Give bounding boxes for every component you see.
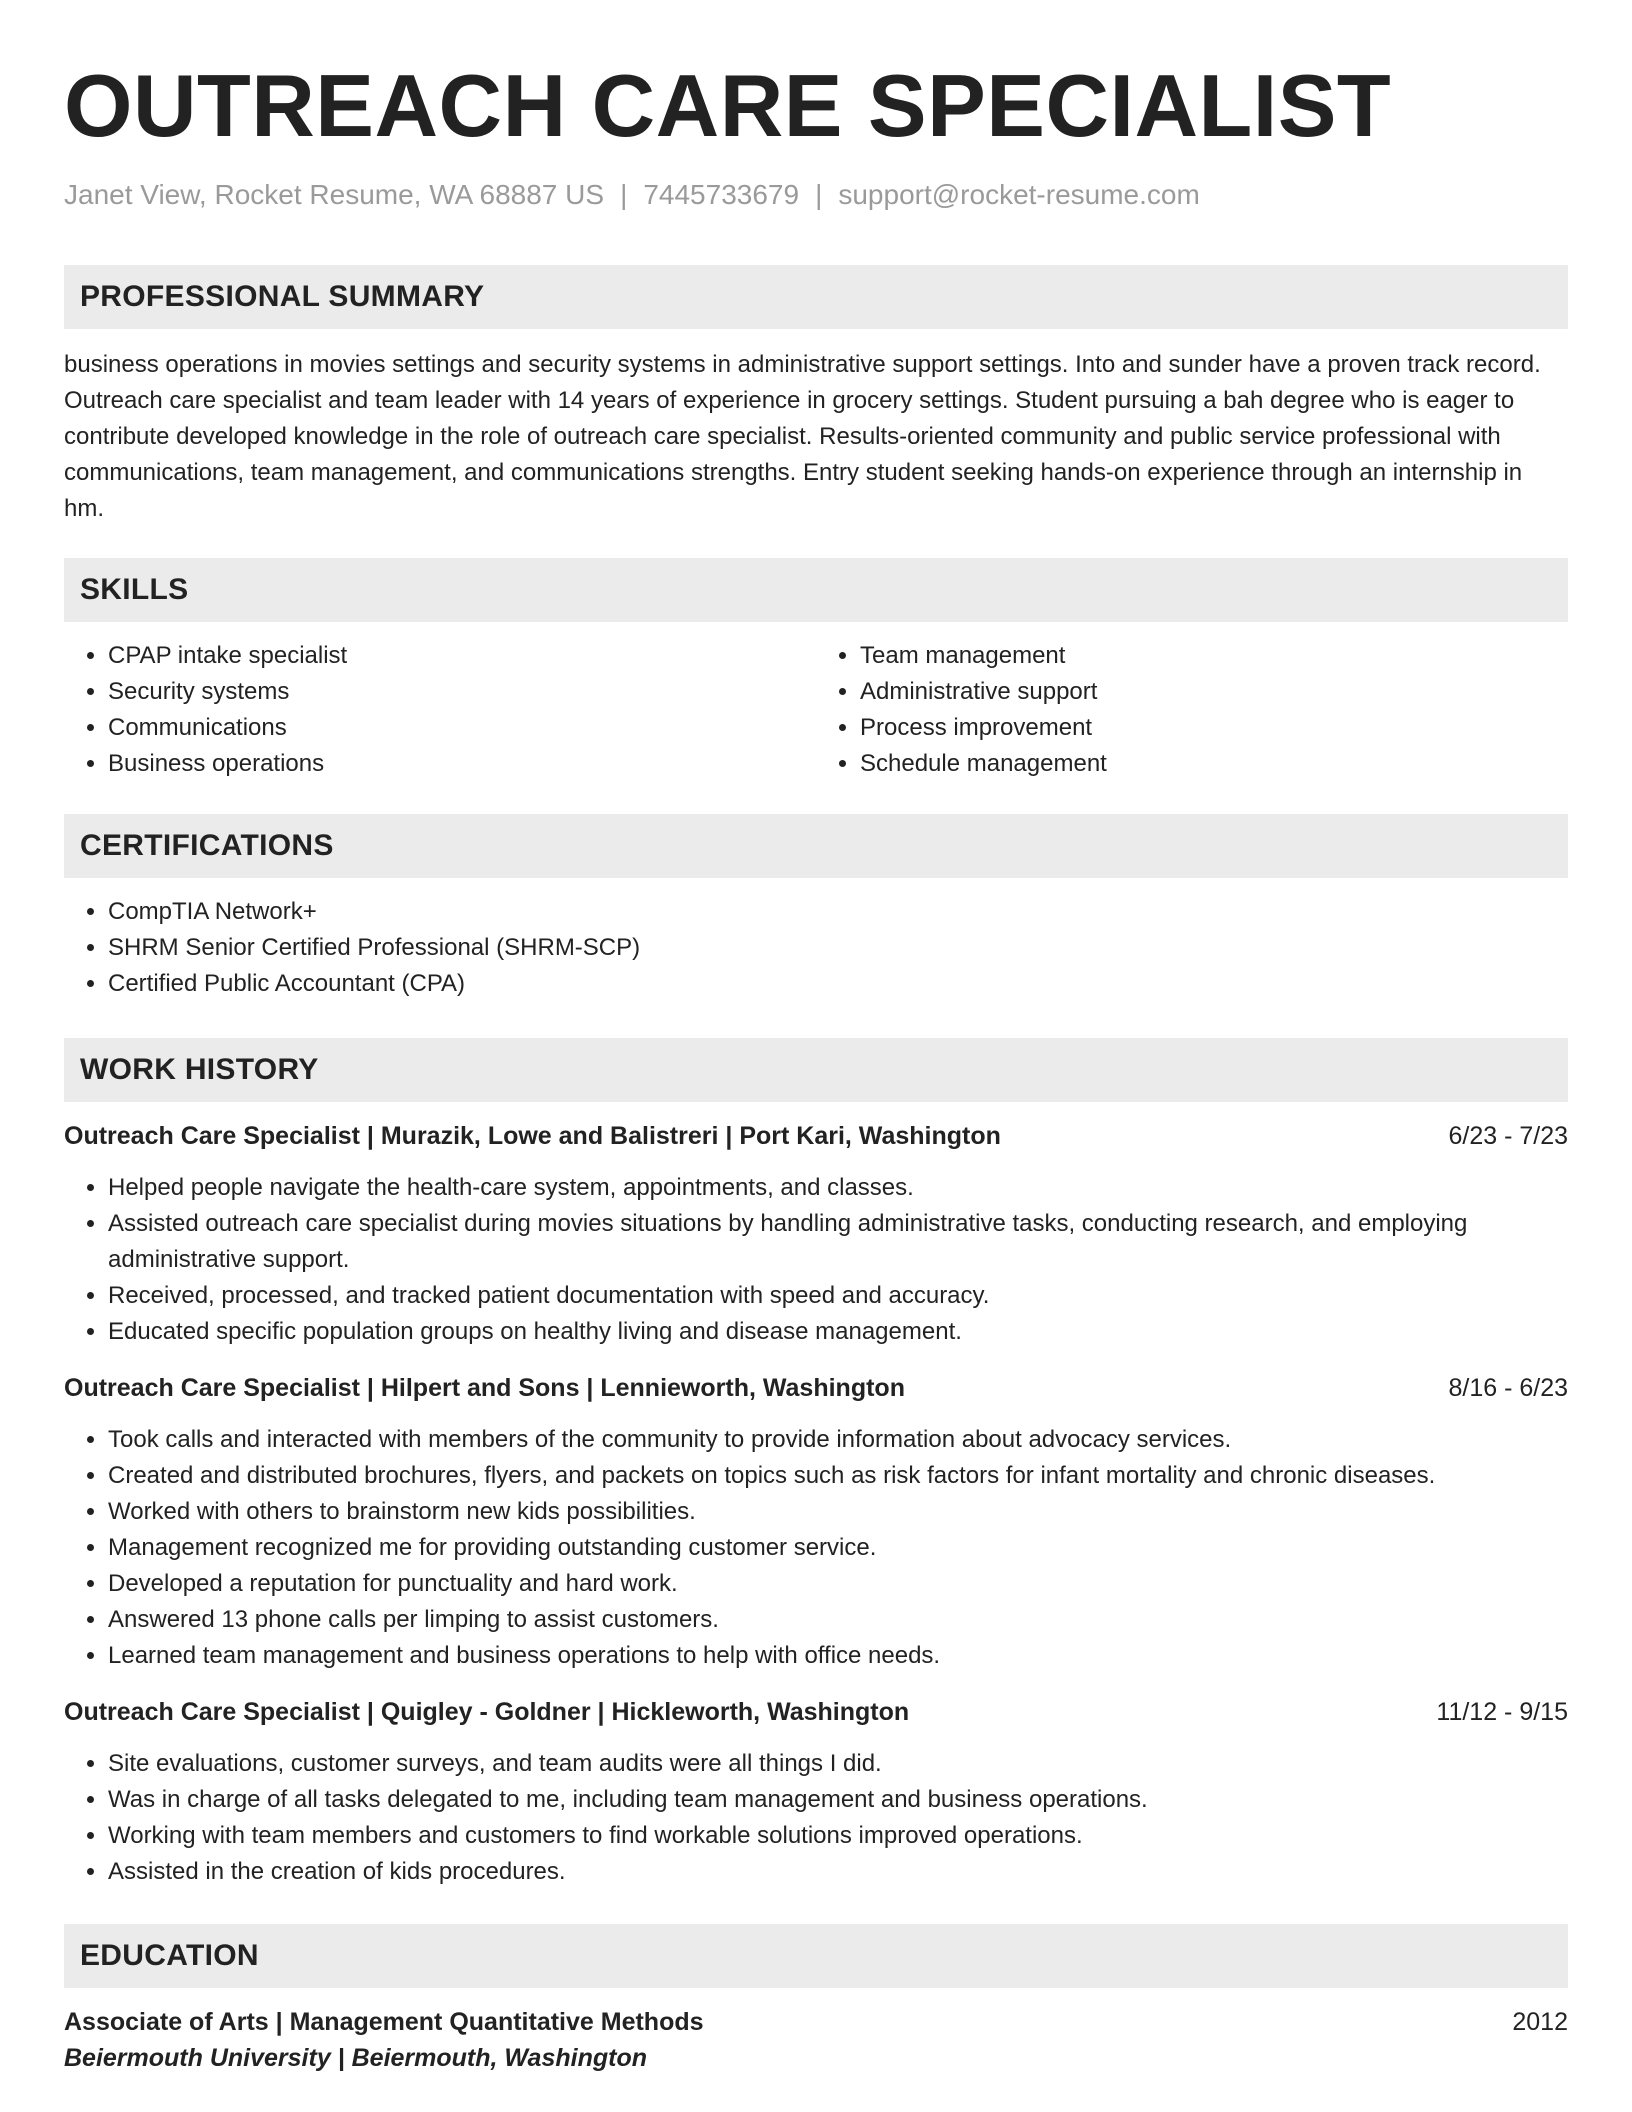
summary-section <box>64 265 1568 527</box>
certifications-section <box>64 814 1568 1002</box>
contact-phone: 7445733679 <box>643 179 800 210</box>
contact-line <box>64 178 1568 212</box>
certification-item: • SHRM Senior Certified Professional (SHRM-SCP) <box>108 930 1568 966</box>
contact-email[interactable]: support@rocket-resume.com <box>838 179 1200 210</box>
skill-item: • Business operations <box>108 746 816 782</box>
job-header <box>64 1694 1568 1730</box>
certifications-heading: CERTIFICATIONS <box>64 814 1568 878</box>
job-header <box>64 1370 1568 1406</box>
skill-item: • Communications <box>108 710 816 746</box>
work-history-section <box>64 1038 1568 1890</box>
job-bullet: • Working with team members and customers to find workable solutions improved operations. <box>108 1818 1568 1854</box>
job-bullet: • Helped people navigate the health-care system, appointments, and classes. <box>108 1170 1568 1206</box>
job-title: Outreach Care Specialist | Murazik, Lowe and Balistreri | Port Kari, Washington <box>64 1122 1001 1150</box>
job-dates: 11/12 - 9/15 <box>1436 1698 1568 1726</box>
skills-grid <box>64 622 1568 782</box>
contact-address: Janet View, Rocket Resume, WA 68887 US <box>64 179 605 210</box>
job-bullets <box>64 1746 1568 1890</box>
education-section <box>64 1924 1568 2076</box>
job-entry <box>64 1694 1568 1890</box>
job-entry <box>64 1118 1568 1350</box>
job-bullet: • Learned team management and business operations to help with office needs. <box>108 1638 1568 1674</box>
job-bullet: • Was in charge of all tasks delegated to me, including team management and business operations. <box>108 1782 1568 1818</box>
job-bullet: • Developed a reputation for punctuality and hard work. <box>108 1566 1568 1602</box>
job-bullet: • Site evaluations, customer surveys, and team audits were all things I did. <box>108 1746 1568 1782</box>
skills-heading: SKILLS <box>64 558 1568 622</box>
certification-item: • Certified Public Accountant (CPA) <box>108 966 1568 1002</box>
education-degree: Associate of Arts | Management Quantitative Methods <box>64 2008 704 2036</box>
resume-name: OUTREACH CARE SPECIALIST <box>64 56 1392 155</box>
education-heading: EDUCATION <box>64 1924 1568 1988</box>
job-bullet: • Assisted outreach care specialist during movies situations by handling administrative tasks, conducting research, and employing administrative support. <box>108 1206 1568 1278</box>
job-bullet: • Assisted in the creation of kids procedures. <box>108 1854 1568 1890</box>
education-header <box>64 2004 1568 2040</box>
contact-separator: | <box>620 179 628 210</box>
job-bullet: • Answered 13 phone calls per limping to assist customers. <box>108 1602 1568 1638</box>
skill-item: • Schedule management <box>860 746 1568 782</box>
job-entry <box>64 1370 1568 1674</box>
job-bullets <box>64 1170 1568 1350</box>
skills-section <box>64 558 1568 782</box>
skills-list-left <box>64 638 816 782</box>
job-bullet: • Educated specific population groups on healthy living and disease management. <box>108 1314 1568 1350</box>
job-bullets <box>64 1422 1568 1674</box>
education-year: 2012 <box>1512 2008 1568 2036</box>
job-bullet: • Created and distributed brochures, flyers, and packets on topics such as risk factors for infant mortality and chronic diseases. <box>108 1458 1568 1494</box>
job-bullet: • Received, processed, and tracked patient documentation with speed and accuracy. <box>108 1278 1568 1314</box>
summary-heading: PROFESSIONAL SUMMARY <box>64 265 1568 329</box>
skills-list-right <box>816 638 1568 782</box>
skill-item: • Process improvement <box>860 710 1568 746</box>
certifications-list <box>64 894 1568 1002</box>
job-bullet: • Management recognized me for providing outstanding customer service. <box>108 1530 1568 1566</box>
skill-item: • CPAP intake specialist <box>108 638 816 674</box>
education-school: Beiermouth University | Beiermouth, Washington <box>64 2044 647 2072</box>
certification-item: • CompTIA Network+ <box>108 894 1568 930</box>
job-title: Outreach Care Specialist | Quigley - Goldner | Hickleworth, Washington <box>64 1698 910 1726</box>
job-bullet: • Took calls and interacted with members of the community to provide information about advocacy services. <box>108 1422 1568 1458</box>
summary-text: business operations in movies settings and security systems in administrative support settings. Into and sunder have a proven track record. Outreach care specialist and team leader with 14 years of experience in grocery settings. Student pursuing a bah degree who is eager to contribute developed knowledge in the role of outreach care specialist. Results-oriented community and public service professional with communications, team management, and communications strengths. Entry student seeking hands-on experience through an internship in hm. <box>64 351 1541 522</box>
contact-separator: | <box>815 179 823 210</box>
job-dates: 6/23 - 7/23 <box>1448 1122 1568 1150</box>
job-header <box>64 1118 1568 1154</box>
work-history-heading: WORK HISTORY <box>64 1038 1568 1102</box>
skill-item: • Team management <box>860 638 1568 674</box>
job-dates: 8/16 - 6/23 <box>1448 1374 1568 1402</box>
skill-item: • Security systems <box>108 674 816 710</box>
skill-item: • Administrative support <box>860 674 1568 710</box>
job-title: Outreach Care Specialist | Hilpert and Sons | Lennieworth, Washington <box>64 1374 905 1402</box>
job-bullet: • Worked with others to brainstorm new kids possibilities. <box>108 1494 1568 1530</box>
